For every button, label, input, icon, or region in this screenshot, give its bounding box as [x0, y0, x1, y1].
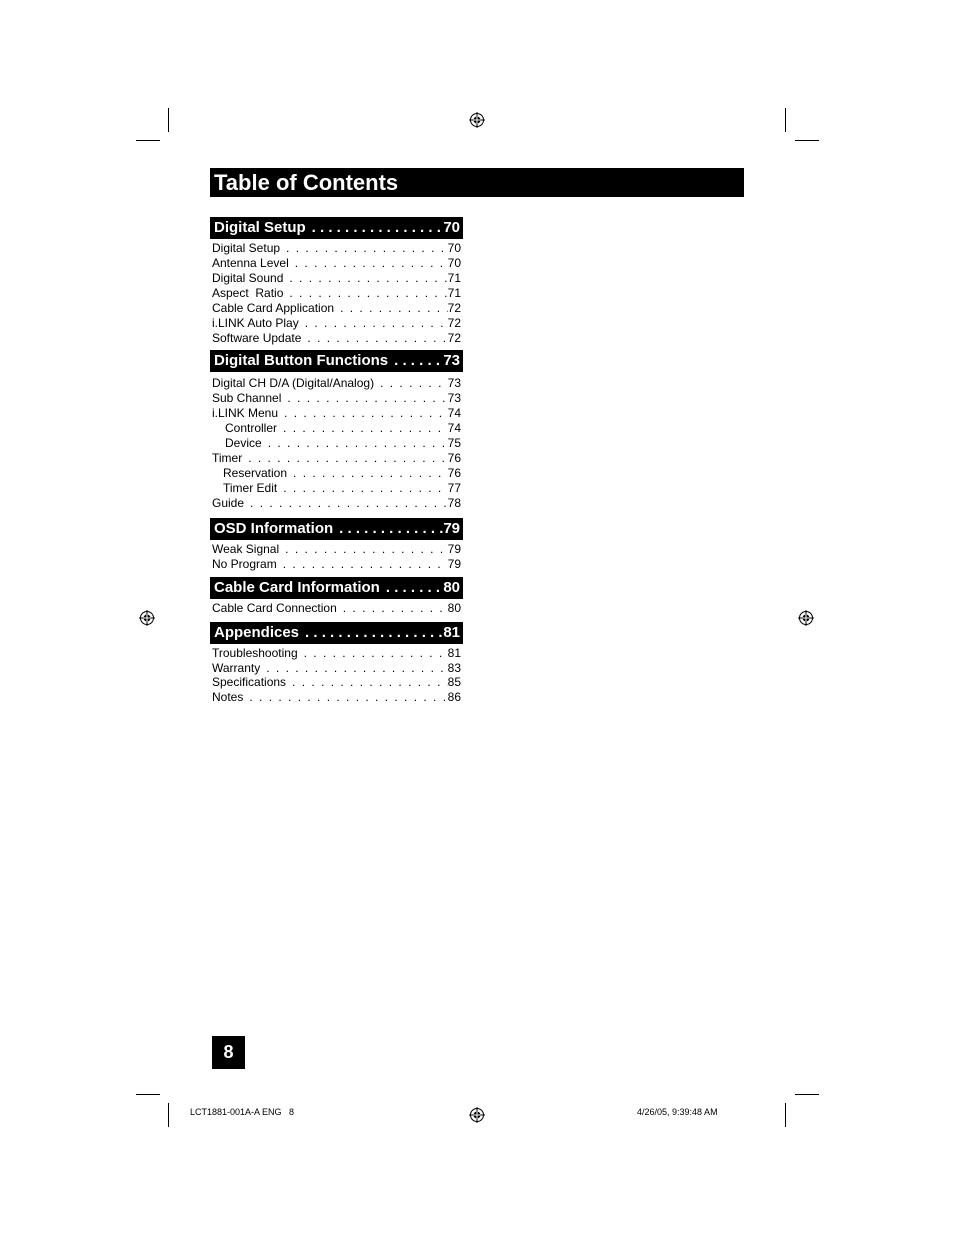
toc-entry[interactable] — [210, 436, 463, 451]
toc-entry[interactable] — [210, 646, 463, 661]
toc-entry-label: Troubleshooting — [212, 646, 298, 660]
toc-entry-page: 70 — [447, 256, 461, 270]
toc-entry-label: Weak Signal — [212, 542, 280, 556]
section-heading-page: 80 — [443, 579, 460, 596]
leader-dots — [242, 451, 447, 466]
leader-dots — [388, 350, 443, 372]
toc-entry-page: 71 — [447, 271, 461, 285]
crop-mark-icon — [136, 140, 160, 141]
toc-entry-page: 83 — [447, 660, 461, 675]
toc-entry-label: Device — [225, 436, 262, 450]
section-heading-label: Digital Button Functions — [214, 352, 389, 369]
registration-mark-icon — [469, 112, 485, 128]
toc-entry-label: Software Update — [212, 331, 302, 345]
toc-entry-page: 74 — [447, 421, 461, 435]
toc-entry-label: Digital CH D/A (Digital/Analog) — [212, 376, 375, 390]
toc-section-cable-card-information — [210, 577, 463, 616]
crop-mark-icon — [795, 140, 819, 141]
toc-entry-page: 76 — [447, 451, 461, 465]
section-heading-page: 81 — [443, 624, 460, 641]
toc-entry-label: Warranty — [212, 660, 261, 675]
toc-entry-label: i.LINK Menu — [212, 406, 279, 420]
toc-entry[interactable] — [210, 406, 463, 421]
leader-dots — [374, 376, 448, 391]
leader-dots — [244, 496, 448, 511]
leader-dots — [286, 675, 448, 690]
toc-entry-page: 72 — [447, 301, 461, 315]
toc-entry-page: 81 — [447, 646, 461, 660]
toc-entry-label: Timer — [212, 451, 243, 465]
toc-entry[interactable] — [210, 601, 463, 616]
leader-dots — [280, 241, 448, 256]
crop-mark-icon — [785, 108, 786, 132]
toc-entry-page: 86 — [447, 689, 461, 704]
toc-entry-label: No Program — [212, 557, 277, 571]
section-heading[interactable] — [210, 577, 463, 599]
section-heading-page: 70 — [443, 219, 460, 236]
crop-mark-icon — [136, 1094, 160, 1095]
leader-dots — [337, 601, 448, 616]
leader-dots — [279, 542, 447, 557]
toc-entry[interactable] — [210, 331, 463, 346]
toc-entry-label: Cable Card Application — [212, 301, 335, 315]
crop-mark-icon — [168, 1103, 169, 1127]
leader-dots — [380, 577, 443, 599]
toc-entry-page: 76 — [447, 466, 461, 480]
toc-entry-label: i.LINK Auto Play — [212, 316, 299, 330]
toc-entry[interactable] — [210, 376, 463, 391]
leader-dots — [277, 421, 448, 436]
toc-entry-label: Timer Edit — [223, 481, 278, 495]
leader-dots — [287, 466, 448, 481]
leader-dots — [281, 391, 447, 406]
leader-dots — [262, 436, 448, 451]
toc-entry-page: 85 — [447, 675, 461, 689]
toc-entry-label: Cable Card Connection — [212, 601, 337, 615]
crop-mark-icon — [795, 1094, 819, 1095]
toc-entry-page: 80 — [447, 601, 461, 615]
toc-entry-page: 75 — [447, 436, 461, 450]
toc-entry[interactable] — [210, 301, 463, 316]
section-heading-label: Cable Card Information — [214, 579, 380, 596]
toc-entry[interactable] — [210, 496, 463, 511]
registration-mark-icon — [798, 610, 814, 626]
toc-section-osd-information — [210, 518, 463, 572]
toc-entry-label: Reservation — [223, 466, 288, 480]
section-heading-page: 73 — [443, 352, 460, 369]
crop-mark-icon — [785, 1103, 786, 1127]
leader-dots — [289, 256, 448, 271]
toc-entry-page: 79 — [447, 557, 461, 571]
footer-job-info: LCT1881-001A-A ENG 8 — [190, 1107, 295, 1117]
footer-timestamp: 4/26/05, 9:39:48 AM — [637, 1107, 718, 1117]
toc-entry[interactable] — [210, 661, 463, 676]
toc-entry[interactable] — [210, 241, 463, 256]
toc-entry-label: Controller — [225, 421, 278, 435]
toc-entry-page: 72 — [447, 331, 461, 345]
toc-entry-page: 74 — [447, 406, 461, 420]
toc-entry-page: 78 — [447, 496, 461, 510]
toc-section-digital-setup — [210, 217, 463, 346]
section-heading[interactable] — [210, 217, 463, 239]
page-title: Table of Contents — [210, 168, 744, 197]
section-heading-label: Digital Setup — [214, 219, 306, 236]
toc-entry[interactable] — [210, 466, 463, 481]
toc-entry-label: Digital Sound — [212, 271, 284, 285]
toc-entry[interactable] — [210, 542, 463, 557]
leader-dots — [283, 271, 447, 286]
toc-entry-label: Sub Channel — [212, 391, 282, 405]
toc-entry[interactable] — [210, 481, 463, 496]
toc-entry-label: Aspect Ratio — [212, 286, 284, 300]
toc-section-digital-button-functions — [210, 350, 463, 511]
toc-entry-page: 70 — [447, 241, 461, 255]
leader-dots — [333, 518, 443, 540]
toc-entry-page: 77 — [447, 481, 461, 495]
toc-entry[interactable] — [210, 451, 463, 466]
section-heading[interactable] — [210, 518, 463, 540]
toc-entry[interactable] — [210, 316, 463, 331]
leader-dots — [243, 690, 447, 705]
toc-entry-label: Specifications — [212, 675, 287, 689]
registration-mark-icon — [469, 1107, 485, 1123]
leader-dots — [306, 217, 444, 239]
registration-mark-icon — [139, 610, 155, 626]
toc-entry-page: 71 — [447, 286, 461, 300]
toc-entry[interactable] — [210, 690, 463, 705]
leader-dots — [283, 286, 447, 301]
toc-entry-label: Antenna Level — [212, 256, 289, 270]
toc-entry[interactable] — [210, 286, 463, 301]
toc-entry[interactable] — [210, 271, 463, 286]
leader-dots — [278, 406, 448, 421]
toc-section-appendices — [210, 622, 463, 704]
leader-dots — [334, 301, 448, 316]
leader-dots — [260, 661, 447, 676]
crop-mark-icon — [168, 108, 169, 132]
leader-dots — [277, 557, 448, 572]
leader-dots — [298, 646, 448, 661]
toc-entry-label: Notes — [212, 689, 244, 704]
section-heading[interactable] — [210, 350, 463, 372]
leader-dots — [277, 481, 447, 496]
toc-entry[interactable] — [210, 557, 463, 572]
leader-dots — [299, 316, 448, 331]
leader-dots — [299, 622, 443, 644]
toc-entry[interactable] — [210, 391, 463, 406]
section-heading-label: OSD Information — [214, 520, 334, 537]
toc-entry-label: Guide — [212, 496, 245, 510]
toc-entry-page: 73 — [447, 376, 461, 390]
toc-entry-page: 72 — [447, 316, 461, 330]
section-heading[interactable] — [210, 622, 463, 644]
toc-entry-page: 79 — [447, 542, 461, 556]
toc-entry-page: 73 — [447, 391, 461, 405]
section-heading-label: Appendices — [214, 624, 300, 641]
section-heading-page: 79 — [443, 520, 460, 537]
page-number: 8 — [212, 1036, 245, 1069]
leader-dots — [301, 331, 447, 346]
toc-entry[interactable] — [210, 675, 463, 690]
toc-entry[interactable] — [210, 421, 463, 436]
toc-entry-label: Digital Setup — [212, 241, 281, 255]
toc-entry[interactable] — [210, 256, 463, 271]
